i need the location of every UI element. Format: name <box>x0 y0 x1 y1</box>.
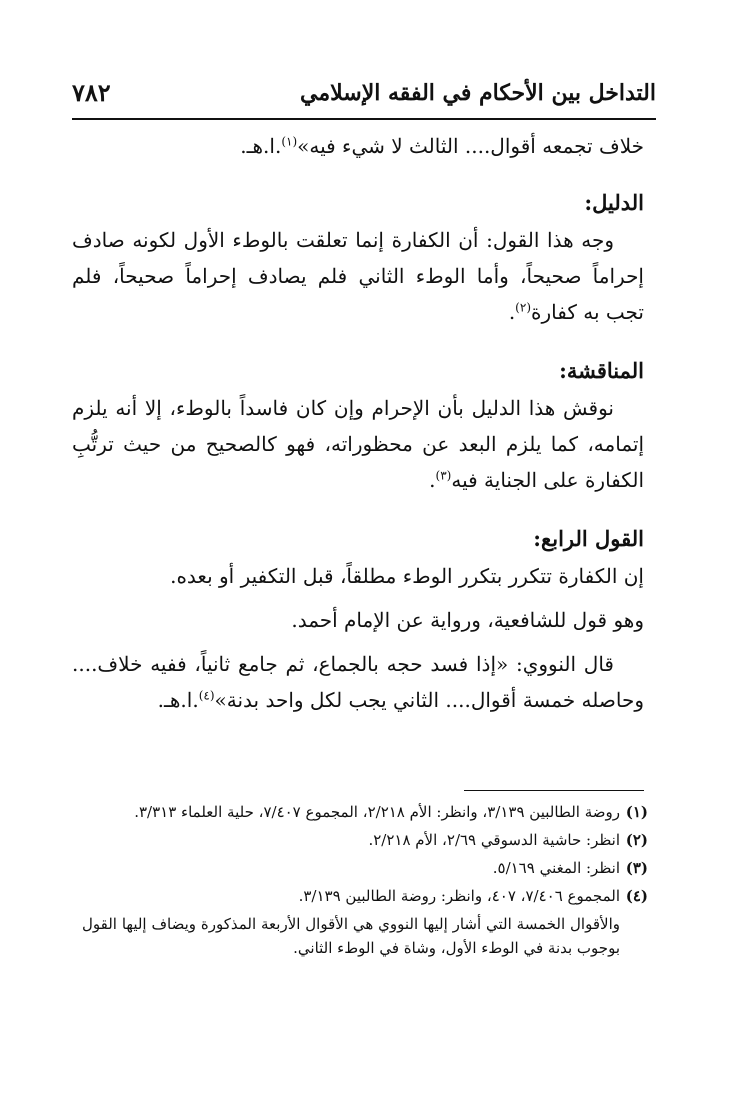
opening-ending: .ا.هـ. <box>240 134 282 158</box>
opening-line <box>72 128 644 164</box>
footnote-number: (١) <box>625 803 648 821</box>
discussion-ending: . <box>429 468 436 492</box>
fourth-opinion-statement: إن الكفارة تتكرر بتكرر الوطء مطلقاً، قبل التكفير أو بعده. <box>170 564 644 588</box>
evidence-text: وجه هذا القول: أن الكفارة إنما تعلقت بالوطء الأول لكونه صادف إحراماً صحيحاً، وأما الوطء الثاني فلم يصادف إحراماً صحيحاً، فلم تجب به كفارة <box>72 228 644 324</box>
section-heading-discussion: المناقشة: <box>559 358 644 383</box>
footnote-1 <box>82 800 648 824</box>
footnote-2 <box>82 828 648 852</box>
evidence-paragraph <box>72 222 644 330</box>
footnote-number: (٢) <box>625 831 648 849</box>
footnote-ref-3: (٣) <box>435 468 452 483</box>
footnote-ref-1: (١) <box>281 134 298 149</box>
nawawi-quote-text: قال النووي: «إذا فسد حجه بالجماع، ثم جامع ثانياً، ففيه خلاف.... وحاصله خمسة أقوال.... الثاني يجب لكل واحد بدنة» <box>72 652 644 712</box>
footnote-number: (٤) <box>625 887 648 905</box>
footnotes <box>82 800 648 960</box>
page-header <box>72 78 656 120</box>
footnote-text: انظر: حاشية الدسوقي ٢/٦٩، الأم ٢/٢١٨. <box>368 831 620 849</box>
footnote-3 <box>82 856 648 880</box>
footnote-ref-2: (٢) <box>515 300 531 315</box>
footnote-4-note: والأقوال الخمسة التي أشار إليها النووي هي الأقوال الأربعة المذكورة ويضاف إليها القول بوجوب بدنة في الوطء الأول، وشاة في الوطء الثاني. <box>82 915 620 957</box>
footnote-4 <box>82 884 648 908</box>
nawawi-quote-ending: .ا.هـ. <box>157 688 199 712</box>
fourth-opinion-source: وهو قول للشافعية، ورواية عن الإمام أحمد. <box>291 608 644 632</box>
section-heading-evidence: الدليل: <box>584 190 644 215</box>
footnote-number: (٣) <box>625 859 648 877</box>
section-heading-fourth-opinion: القول الرابع: <box>533 526 644 551</box>
footnote-text: انظر: المغني ٥/١٦٩. <box>492 859 620 877</box>
page-number: ٧٨٢ <box>72 78 111 107</box>
opening-text: خلاف تجمعه أقوال.... الثالث لا شيء فيه» <box>297 134 644 158</box>
evidence-ending: . <box>508 300 516 324</box>
main-text <box>72 128 644 718</box>
footnote-ref-4: (٤) <box>198 688 215 703</box>
discussion-text: نوقش هذا الدليل بأن الإحرام وإن كان فاسداً بالوطء، إلا أنه يلزم إتمامه، كما يلزم البعد عن محظوراته، فهو كالصحيح من حيث ترتُّبِ الكفارة على الجناية فيه <box>72 396 644 492</box>
footnote-text: المجموع ٧/٤٠٦، ٤٠٧، وانظر: روضة الطالبين ٣/١٣٩. <box>298 887 620 905</box>
footnote-text: روضة الطالبين ٣/١٣٩، وانظر: الأم ٢/٢١٨، المجموع ٧/٤٠٧، حلية العلماء ٣/٣١٣. <box>134 803 620 821</box>
running-title: التداخل بين الأحكام في الفقه الإسلامي <box>300 80 656 106</box>
footnote-divider <box>464 790 644 791</box>
discussion-paragraph <box>72 390 644 498</box>
nawawi-quote <box>72 646 644 718</box>
